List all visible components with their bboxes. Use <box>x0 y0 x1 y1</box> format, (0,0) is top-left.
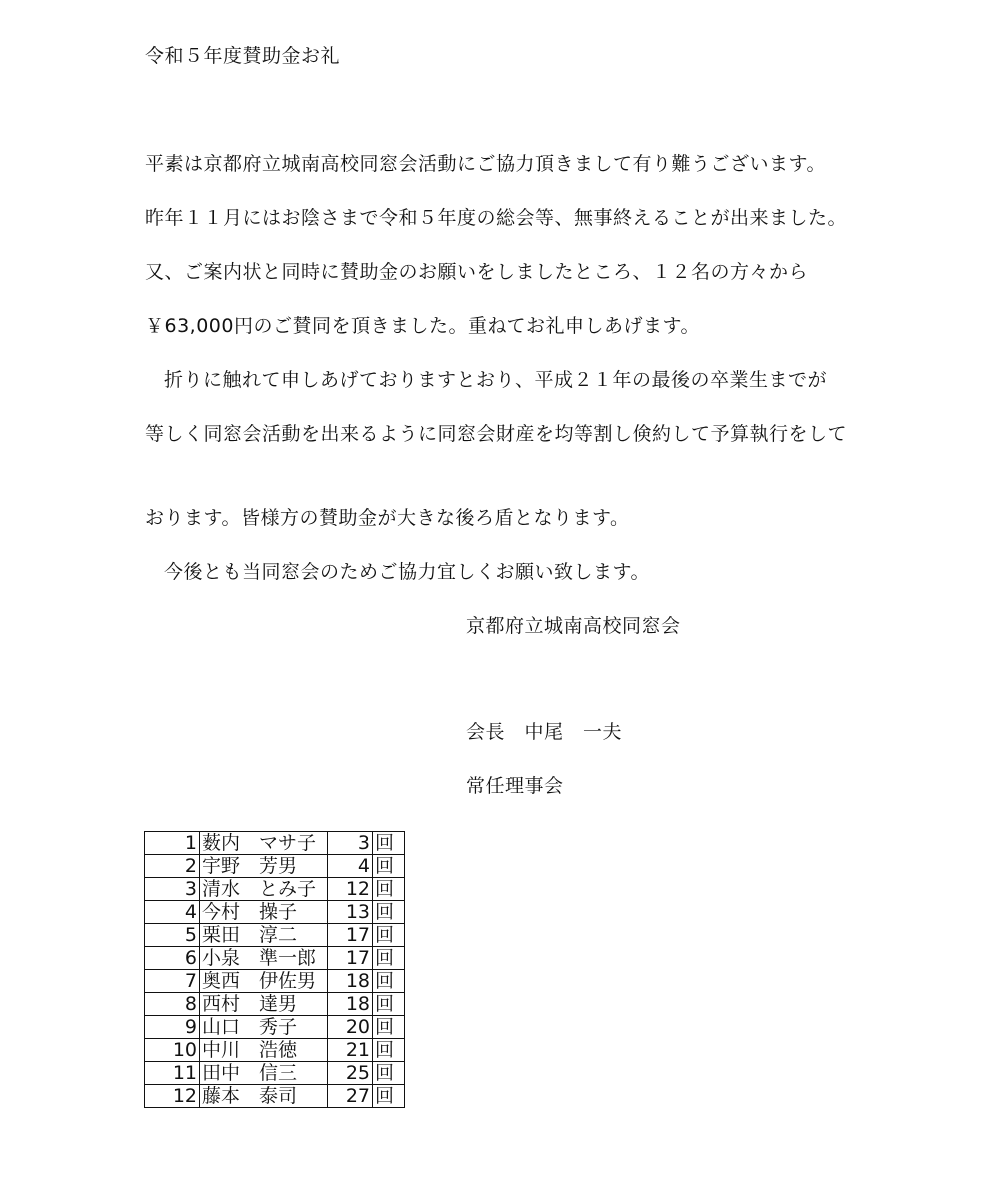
table-row <box>145 993 405 1016</box>
donor-graduation-term: 20 <box>328 1016 373 1039</box>
donor-number: 6 <box>145 947 200 970</box>
donor-name: 藤本 泰司 <box>200 1085 328 1108</box>
paragraph-budget-1: 折りに触れて申しあげておりますとおり、平成２１年の最後の卒業生までが <box>164 369 828 391</box>
donor-number: 12 <box>145 1085 200 1108</box>
paragraph-request: 又、ご案内状と同時に賛助金のお願いをしましたところ、１２名の方々から <box>145 261 809 283</box>
donor-graduation-term: 21 <box>328 1039 373 1062</box>
donor-name: 中川 浩徳 <box>200 1039 328 1062</box>
paragraph-general-meeting: 昨年１１月にはお陰さまで令和５年度の総会等、無事終えることが出来ました。 <box>145 207 848 229</box>
donor-term-unit: 回 <box>373 1062 405 1085</box>
paragraph-greeting: 平素は京都府立城南高校同窓会活動にご協力頂きまして有り難うございます。 <box>145 153 826 175</box>
paragraph-amount: ￥63,000円のご賛同を頂きました。重ねてお礼申しあげます。 <box>145 315 700 337</box>
donor-term-unit: 回 <box>373 832 405 855</box>
donor-graduation-term: 13 <box>328 901 373 924</box>
table-row <box>145 855 405 878</box>
paragraph-closing: 今後とも当同窓会のためご協力宜しくお願い致します。 <box>164 561 650 583</box>
donor-name: 清水 とみ子 <box>200 878 328 901</box>
donor-term-unit: 回 <box>373 970 405 993</box>
table-row <box>145 947 405 970</box>
table-row <box>145 1085 405 1108</box>
donor-name: 西村 達男 <box>200 993 328 1016</box>
donor-graduation-term: 25 <box>328 1062 373 1085</box>
donor-number: 11 <box>145 1062 200 1085</box>
donor-graduation-term: 18 <box>328 993 373 1016</box>
donor-number: 1 <box>145 832 200 855</box>
donor-name: 奥西 伊佐男 <box>200 970 328 993</box>
donor-term-unit: 回 <box>373 1085 405 1108</box>
donor-name: 今村 操子 <box>200 901 328 924</box>
donor-graduation-term: 4 <box>328 855 373 878</box>
donor-term-unit: 回 <box>373 901 405 924</box>
donor-graduation-term: 3 <box>328 832 373 855</box>
donor-number: 3 <box>145 878 200 901</box>
table-row <box>145 1039 405 1062</box>
table-row <box>145 1062 405 1085</box>
donor-number: 2 <box>145 855 200 878</box>
donor-table <box>144 831 405 1108</box>
donor-term-unit: 回 <box>373 947 405 970</box>
donor-graduation-term: 27 <box>328 1085 373 1108</box>
donor-number: 9 <box>145 1016 200 1039</box>
donor-graduation-term: 18 <box>328 970 373 993</box>
donor-term-unit: 回 <box>373 993 405 1016</box>
document-title: 令和５年度賛助金お礼 <box>145 45 341 67</box>
table-row <box>145 924 405 947</box>
donor-graduation-term: 17 <box>328 924 373 947</box>
donor-graduation-term: 12 <box>328 878 373 901</box>
table-row <box>145 832 405 855</box>
paragraph-budget-3: おります。皆様方の賛助金が大きな後ろ盾となります。 <box>145 507 630 529</box>
donor-term-unit: 回 <box>373 1016 405 1039</box>
table-row <box>145 1016 405 1039</box>
donor-term-unit: 回 <box>373 855 405 878</box>
donor-number: 10 <box>145 1039 200 1062</box>
donor-name: 小泉 準一郎 <box>200 947 328 970</box>
donor-name: 宇野 芳男 <box>200 855 328 878</box>
table-row <box>145 970 405 993</box>
signature-board: 常任理事会 <box>466 775 564 797</box>
donor-term-unit: 回 <box>373 1039 405 1062</box>
donor-graduation-term: 17 <box>328 947 373 970</box>
donor-number: 5 <box>145 924 200 947</box>
table-row <box>145 901 405 924</box>
donor-number: 8 <box>145 993 200 1016</box>
donor-name: 栗田 淳二 <box>200 924 328 947</box>
paragraph-budget-2: 等しく同窓会活動を出来るように同窓会財産を均等割し倹約して予算執行をして <box>145 423 848 445</box>
donor-name: 山口 秀子 <box>200 1016 328 1039</box>
donor-name: 薮内 マサ子 <box>200 832 328 855</box>
donor-term-unit: 回 <box>373 878 405 901</box>
donor-name: 田中 信三 <box>200 1062 328 1085</box>
donor-number: 7 <box>145 970 200 993</box>
signature-president: 会長 中尾 一夫 <box>466 721 623 743</box>
table-row <box>145 878 405 901</box>
donor-term-unit: 回 <box>373 924 405 947</box>
donor-number: 4 <box>145 901 200 924</box>
signature-organization: 京都府立城南高校同窓会 <box>466 615 681 637</box>
